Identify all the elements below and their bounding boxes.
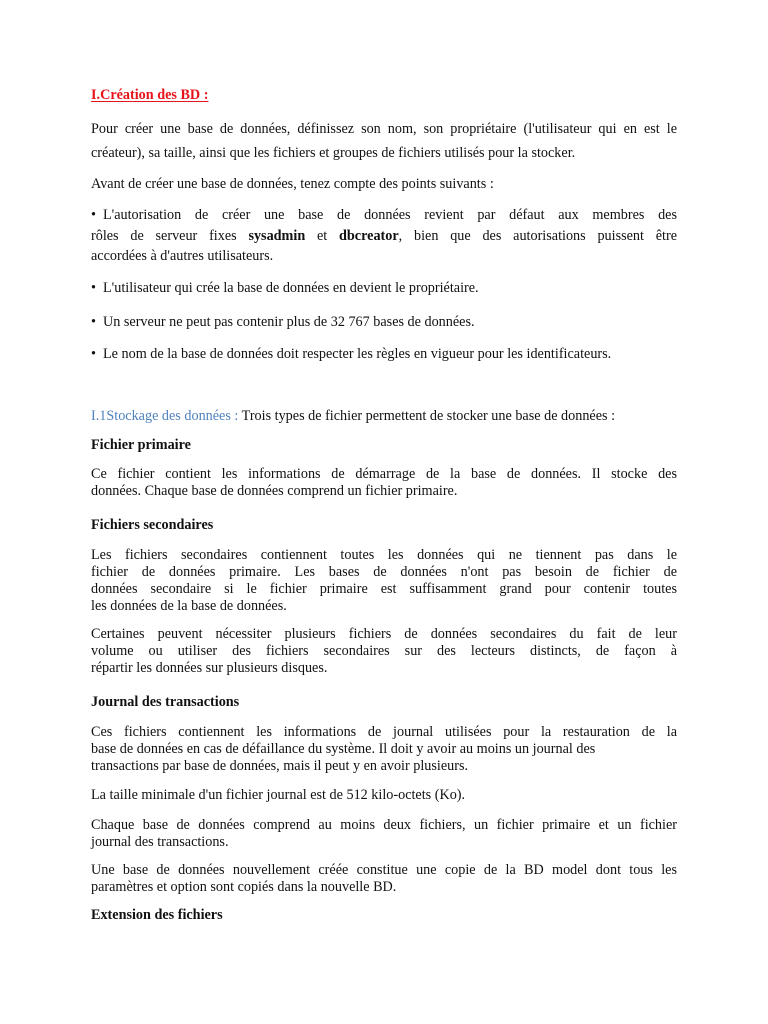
bullet-text: et — [305, 228, 340, 244]
extension-heading: Extension des fichiers — [91, 907, 223, 923]
bullet-icon: • — [91, 346, 96, 362]
journal-p4-line-2: paramètres et option sont copiés dans la nouvelle BD. — [91, 879, 397, 895]
bullet-text: Le nom de la base de données doit respecter les règles en vigueur pour les identificateurs. — [103, 346, 612, 362]
section-title: I.Création des BD : — [91, 87, 209, 103]
primary-file-heading: Fichier primaire — [91, 437, 191, 453]
storage-text: Trois types de fichier permettent de stocker une base de données : — [238, 408, 616, 424]
bullet-item-authorization-line-2 — [91, 228, 677, 245]
journal-p3-line-2: journal des transactions. — [91, 834, 229, 850]
journal-p2: La taille minimale d'un fichier journal est de 512 kilo-octets (Ko). — [91, 787, 466, 803]
secondary-p1-line-1: Les fichiers secondaires contiennent toutes les données qui ne tiennent pas dans le — [91, 547, 677, 563]
secondary-p2-line-3: répartir les données sur plusieurs disques. — [91, 660, 328, 676]
bullet-text: Un serveur ne peut pas contenir plus de 32 767 bases de données. — [103, 314, 475, 330]
journal-p4-line-1: Une base de données nouvellement crééе constitue une copie de la BD model dont tous les — [91, 862, 677, 878]
journal-p1-line-1: Ces fichiers contiennent les informations de journal utilisées pour la restauration de la — [91, 724, 677, 740]
dbcreator-role: dbcreator — [339, 228, 399, 244]
bullet-item-naming — [91, 346, 677, 363]
secondary-p1-line-2: fichier de données primaire. Les bases de données n'ont pas besoin de fichier de — [91, 564, 677, 580]
secondary-p1-line-3: données secondaire si le fichier primaire est suffisamment grand pour contenir toutes — [91, 581, 677, 597]
bullet-item-owner — [91, 280, 677, 297]
secondary-p2-line-2: volume ou utiliser des fichiers secondaires sur des lecteurs distincts, de façon à — [91, 643, 677, 659]
storage-heading: I.1Stockage des données : — [91, 408, 239, 424]
primary-line-1: Ce fichier contient les informations de démarrage de la base de données. Il stocke des — [91, 466, 677, 482]
bullet-icon: • — [91, 280, 96, 296]
bullet-item-limit — [91, 314, 677, 331]
before-create-text: Avant de créer une base de données, tenez compte des points suivants : — [91, 176, 494, 192]
bullet-text: L'utilisateur qui crée la base de données en devient le propriétaire. — [103, 280, 479, 296]
bullet-icon: • — [91, 314, 96, 330]
bullet-text: L'autorisation de créer une base de données revient par défaut aux membres des — [103, 207, 677, 223]
sysadmin-role: sysadmin — [248, 228, 306, 244]
journal-p3-line-1: Chaque base de données comprend au moins deux fichiers, un fichier primaire et un fichier — [91, 817, 677, 833]
secondary-p1-line-4: les données de la base de données. — [91, 598, 287, 614]
bullet-item-authorization-line-3: accordées à d'autres utilisateurs. — [91, 248, 274, 264]
secondary-p2-line-1: Certaines peuvent nécessiter plusieurs fichiers de données secondaires du fait de leur — [91, 626, 677, 642]
journal-p1-line-3: transactions par base de données, mais il peut y en avoir plusieurs. — [91, 758, 469, 774]
storage-line — [91, 408, 677, 425]
bullet-text: rôles de serveur fixes — [91, 228, 249, 244]
intro-line-1: Pour créer une base de données, définissez son nom, son propriétaire (l'utilisateur qui en est le — [91, 121, 677, 137]
intro-line-2: créateur), sa taille, ainsi que les fichiers et groupes de fichiers utilisés pour la stocker. — [91, 145, 576, 161]
bullet-icon: • — [91, 207, 96, 223]
journal-p1-line-2: base de données en cas de défaillance du système. Il doit y avoir au moins un journal des — [91, 741, 596, 757]
primary-line-2: données. Chaque base de données comprend un fichier primaire. — [91, 483, 458, 499]
secondary-files-heading: Fichiers secondaires — [91, 517, 214, 533]
journal-heading: Journal des transactions — [91, 694, 240, 710]
bullet-item-authorization — [91, 207, 677, 224]
bullet-text: , bien que des autorisations puissent être — [398, 228, 677, 244]
